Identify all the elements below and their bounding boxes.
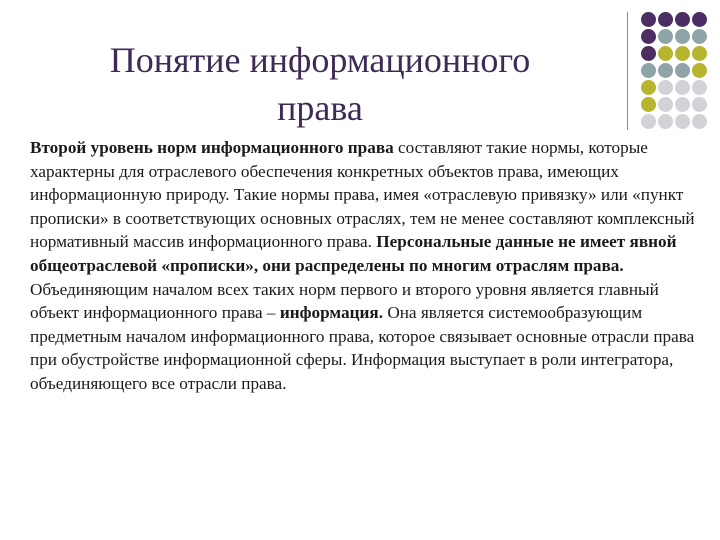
body-paragraph-1: составляют такие нормы, которые характерны для отраслевого обеспечения конкретных объектов права, имеющих информационную природу. Такие нормы права, имея «отраслевую привязку» или «пункт прописки» в соответствующих основных отраслях, тем не менее составляют комплексный нормативный массив информационного права. bbox=[30, 138, 695, 252]
decorative-dot bbox=[641, 46, 656, 61]
title-line-1: Понятие информационного bbox=[109, 40, 531, 80]
decorative-dot bbox=[641, 63, 656, 78]
decorative-dot bbox=[692, 12, 707, 27]
decorative-dot bbox=[641, 29, 656, 44]
decorative-dot bbox=[641, 12, 656, 27]
decorative-dot-grid bbox=[641, 12, 708, 130]
decorative-dot bbox=[692, 114, 707, 129]
decorative-dot bbox=[692, 29, 707, 44]
decorative-dot bbox=[692, 97, 707, 112]
body-bold-heading: Второй уровень норм информационного права bbox=[30, 138, 394, 157]
decorative-dot bbox=[658, 80, 673, 95]
decorative-dot bbox=[675, 12, 690, 27]
decorative-dot bbox=[658, 46, 673, 61]
decorative-dot bbox=[641, 114, 656, 129]
decorative-dot bbox=[692, 80, 707, 95]
body-paragraph-3a: Объединяющим началом всех таких норм первого и второго уровня является главный объект информационного права – bbox=[30, 279, 659, 323]
decorative-divider bbox=[627, 12, 628, 130]
decorative-dot bbox=[675, 97, 690, 112]
decorative-dot bbox=[692, 46, 707, 61]
title-line-2: права bbox=[277, 88, 363, 128]
decorative-dot bbox=[692, 63, 707, 78]
slide-body bbox=[30, 136, 702, 396]
decorative-dot bbox=[675, 46, 690, 61]
decorative-dot bbox=[658, 114, 673, 129]
decorative-dot bbox=[658, 97, 673, 112]
decorative-dot bbox=[641, 80, 656, 95]
decorative-dot bbox=[641, 97, 656, 112]
decorative-dot bbox=[675, 80, 690, 95]
body-paragraph-3b: Она является системообразующим предметным началом информационного права, которое связывает основные отрасли права при обустройстве информационной сферы. Информация выступает в роли интегратора, объединяющего все отрасли права. bbox=[30, 303, 695, 393]
body-bold-keyword: информация. bbox=[279, 303, 384, 323]
body-bold-statement: Персональные данные не имеет явной общеотраслевой «прописки», они распределены по многим отраслям права. bbox=[30, 232, 677, 275]
decorative-dot bbox=[658, 12, 673, 27]
decorative-dot bbox=[675, 29, 690, 44]
decorative-dot bbox=[675, 114, 690, 129]
slide-title bbox=[40, 36, 600, 132]
decorative-dot bbox=[658, 63, 673, 78]
decorative-dot bbox=[658, 29, 673, 44]
decorative-dot bbox=[675, 63, 690, 78]
